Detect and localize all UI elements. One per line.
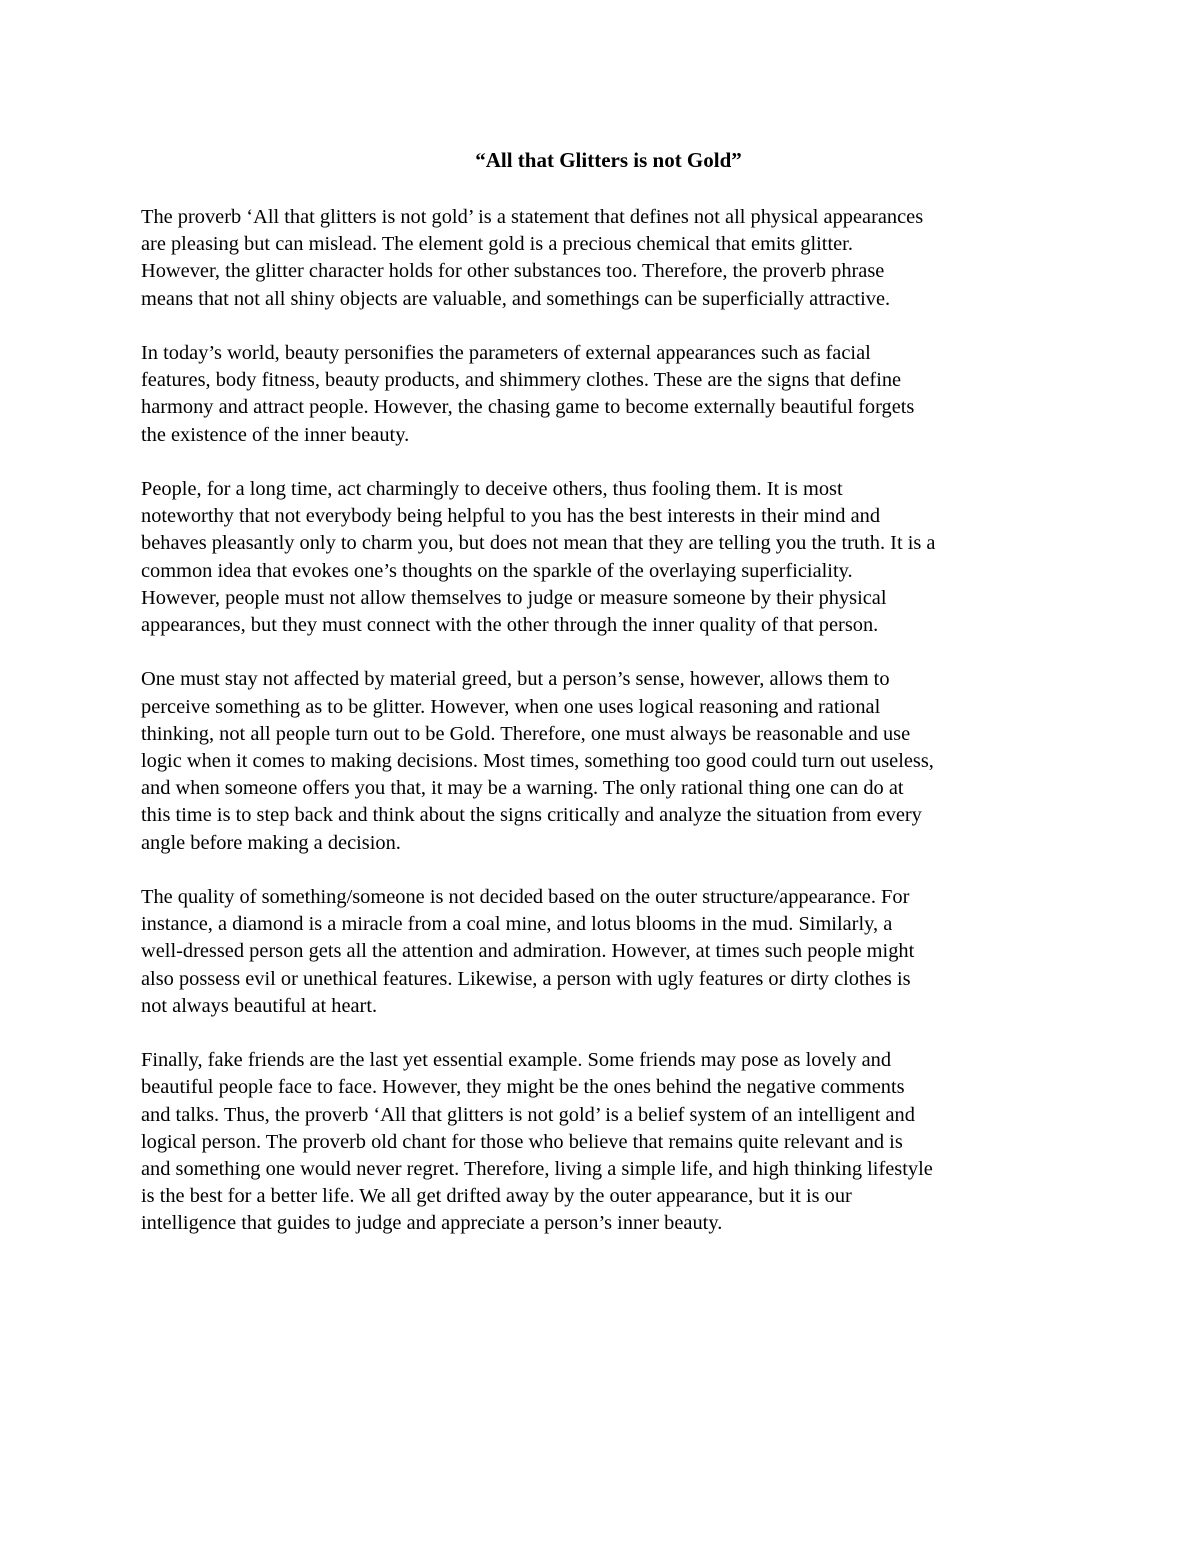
- paragraph-line: People, for a long time, act charmingly to deceive others, thus fooling them. It is most: [141, 478, 843, 500]
- paragraph-line: In today’s world, beauty personifies the parameters of external appearances such as facial: [141, 342, 871, 364]
- paragraph-line: harmony and attract people. However, the chasing game to become externally beautiful forgets: [141, 396, 915, 419]
- body-paragraph: [141, 204, 1066, 313]
- paragraph-line: and talks. Thus, the proverb ‘All that glitters is not gold’ is a belief system of an intelligent and: [141, 1103, 915, 1126]
- paragraph-line: intelligence that guides to judge and appreciate a person’s inner beauty.: [141, 1212, 723, 1235]
- paragraph-line: means that not all shiny objects are valuable, and somethings can be superficially attractive.: [141, 287, 891, 310]
- paragraph-line: logical person. The proverb old chant for those who believe that remains quite relevant and is: [141, 1130, 903, 1153]
- paragraph-line: angle before making a decision.: [141, 831, 401, 854]
- paragraph-line: instance, a diamond is a miracle from a coal mine, and lotus blooms in the mud. Similarly, a: [141, 913, 893, 936]
- paragraph-line: The proverb ‘All that glitters is not gold’ is a statement that defines not all physical appearances: [141, 206, 924, 228]
- body-paragraph: [141, 476, 1066, 639]
- paragraph-line: this time is to step back and think about the signs critically and analyze the situation from every: [141, 804, 922, 827]
- paragraph-line: The quality of something/someone is not decided based on the outer structure/appearance. For: [141, 886, 910, 909]
- paragraph-line: well-dressed person gets all the attention and admiration. However, at times such people might: [141, 940, 915, 963]
- paragraph-line: logic when it comes to making decisions. Most times, something too good could turn out useless,: [141, 750, 934, 773]
- paragraph-line: perceive something as to be glitter. However, when one uses logical reasoning and rational: [141, 695, 881, 718]
- paragraph-line: is the best for a better life. We all get drifted away by the outer appearance, but it is our: [141, 1185, 852, 1208]
- body-paragraph: [141, 884, 1066, 1020]
- paragraph-line: One must stay not affected by material greed, but a person’s sense, however, allows them to: [141, 668, 890, 691]
- paragraph-line: Finally, fake friends are the last yet essential example. Some friends may pose as lovely and: [141, 1049, 892, 1072]
- paragraph-line: are pleasing but can mislead. The element gold is a precious chemical that emits glitter.: [141, 233, 853, 256]
- document-body: [141, 146, 1066, 1265]
- paragraph-line: features, body fitness, beauty products, and shimmery clothes. These are the signs that define: [141, 369, 902, 392]
- paragraph-line: However, people must not allow themselves to judge or measure someone by their physical: [141, 586, 887, 609]
- paragraph-line: not always beautiful at heart.: [141, 994, 378, 1017]
- paragraph-line: thinking, not all people turn out to be Gold. Therefore, one must always be reasonable and use: [141, 722, 911, 745]
- paragraph-line: However, the glitter character holds for other substances too. Therefore, the proverb phrase: [141, 260, 885, 283]
- paragraph-line: also possess evil or unethical features. Likewise, a person with ugly features or dirty clothes is: [141, 967, 911, 990]
- body-paragraph: [141, 666, 1066, 856]
- paragraph-line: the existence of the inner beauty.: [141, 423, 410, 446]
- body-paragraph: [141, 1047, 1066, 1237]
- paragraph-line: and when someone offers you that, it may be a warning. The only rational thing one can do at: [141, 777, 904, 800]
- paragraph-line: appearances, but they must connect with the other through the inner quality of that person.: [141, 614, 879, 637]
- body-paragraph: [141, 340, 1066, 449]
- document-title: “All that Glitters is not Gold”: [475, 148, 742, 172]
- paragraph-list: [141, 204, 1066, 1238]
- paragraph-line: beautiful people face to face. However, they might be the ones behind the negative comments: [141, 1076, 905, 1099]
- paragraph-line: noteworthy that not everybody being helpful to you has the best interests in their mind and: [141, 505, 881, 528]
- paragraph-line: and something one would never regret. Therefore, living a simple life, and high thinking lifestyle: [141, 1158, 933, 1181]
- paragraph-line: common idea that evokes one’s thoughts on the sparkle of the overlaying superficiality.: [141, 559, 853, 582]
- paragraph-line: behaves pleasantly only to charm you, but does not mean that they are telling you the truth. It is a: [141, 532, 936, 555]
